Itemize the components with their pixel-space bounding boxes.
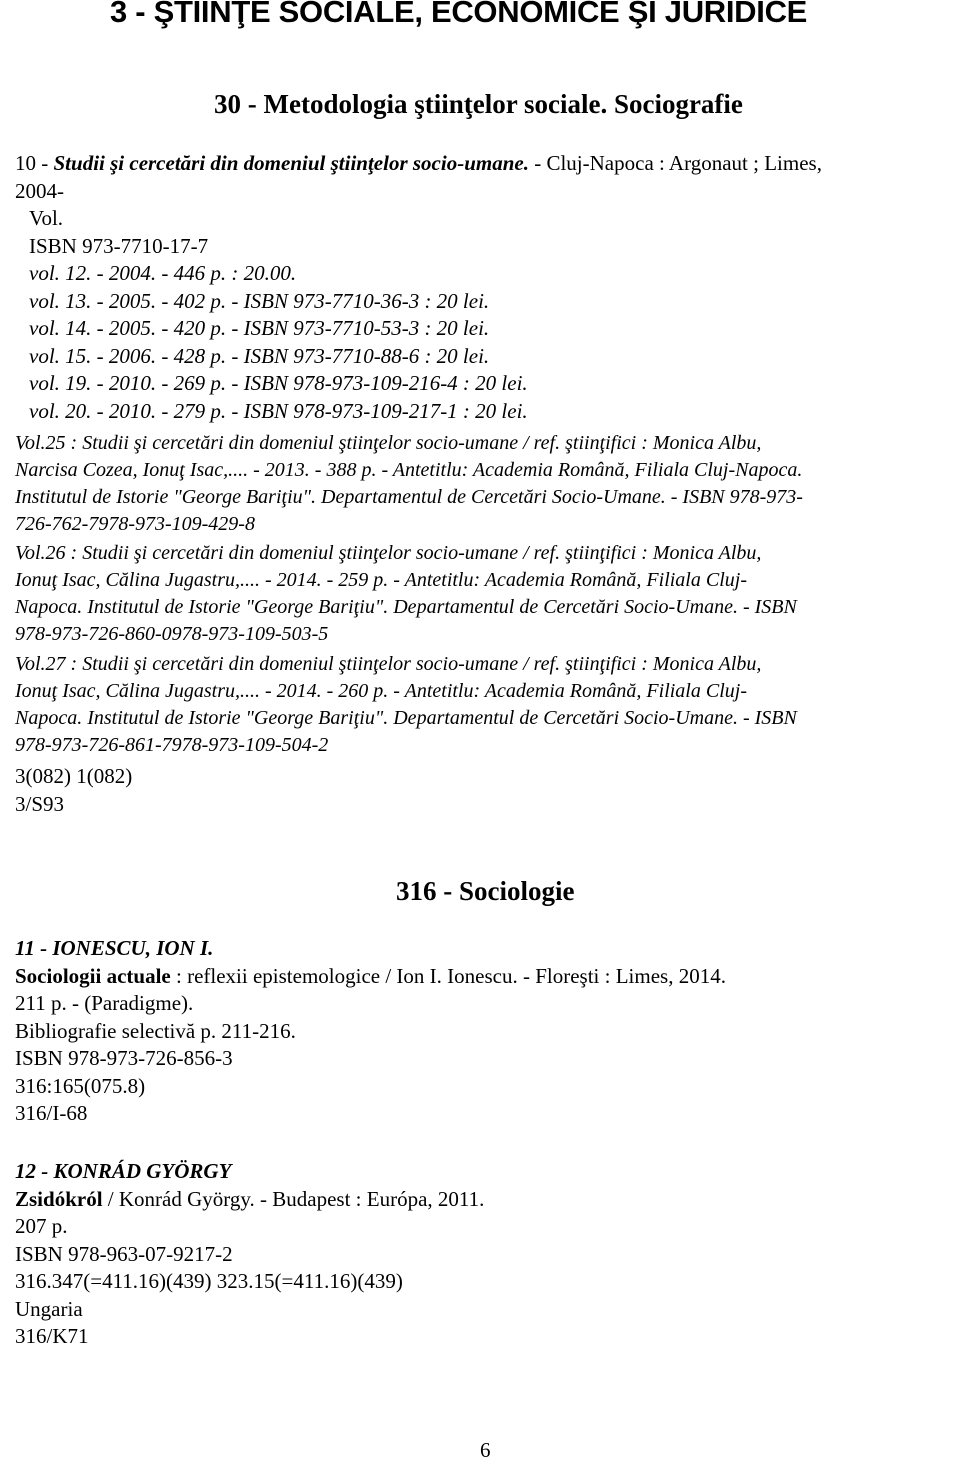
record-line: Ionuţ Isac, Călina Jugastru,.... - 2014. - 259 p. - Antetitlu: Academia Română, Filiala Cluj- bbox=[15, 569, 747, 591]
entry-10-isbn: ISBN 973-7710-17-7 bbox=[29, 233, 209, 258]
entry-12-line: 207 p. bbox=[15, 1214, 68, 1238]
entry-11-heading: 11 - IONESCU, ION I. bbox=[15, 936, 214, 960]
volume-line: vol. 19. - 2010. - 269 p. - ISBN 978-973-109-216-4 : 20 lei. bbox=[29, 371, 528, 395]
record-line: Vol.27 : Studii şi cercetări din domeniul ştiinţelor socio-umane / ref. ştiinţifici : Monica Albu, bbox=[15, 653, 762, 675]
record-line: Napoca. Institutul de Istorie "George Bariţiu". Departamentul de Cercetări Socio-Umane. - ISBN bbox=[15, 707, 797, 729]
entry-10-vol-label: Vol. bbox=[29, 206, 64, 230]
volume-line: vol. 15. - 2006. - 428 p. - ISBN 973-7710-88-6 : 20 lei. bbox=[29, 343, 490, 368]
entry-10-year: 2004- bbox=[15, 178, 64, 203]
classification: 3(082) 1(082) bbox=[15, 764, 133, 788]
entry-11-line: 211 p. - (Paradigme). bbox=[15, 991, 194, 1015]
shelfmark: 3/S93 bbox=[15, 791, 65, 816]
page-number: 6 bbox=[480, 1438, 491, 1462]
record-line: 978-973-726-861-7978-973-109-504-2 bbox=[15, 734, 329, 756]
entry-11 bbox=[15, 935, 726, 1128]
section-30-heading: 30 - Metodologia ştiinţelor sociale. Sociografie bbox=[214, 89, 743, 119]
chapter-title: 3 - ŞTIINŢE SOCIALE, ECONOMICE ŞI JURIDICE bbox=[110, 0, 808, 29]
volume-26-record bbox=[15, 540, 797, 648]
entry-10-classification-block bbox=[15, 763, 132, 818]
volume-25-record bbox=[15, 430, 803, 538]
record-line: 726-762-7978-973-109-429-8 bbox=[15, 513, 255, 535]
entry-10-imprint: - Cluj-Napoca : Argonaut ; Limes, bbox=[534, 151, 822, 175]
record-line: Ionuţ Isac, Călina Jugastru,.... - 2014. - 260 p. - Antetitlu: Academia Română, Filiala Cluj- bbox=[15, 680, 747, 702]
entry-12-title: Zsidókról bbox=[15, 1186, 103, 1211]
entry-11-line: ISBN 978-973-726-856-3 bbox=[15, 1046, 233, 1070]
volume-line: vol. 20. - 2010. - 279 p. - ISBN 978-973-109-217-1 : 20 lei. bbox=[29, 398, 528, 423]
entry-12-title-rest: / Konrád György. - Budapest : Európa, 2011. bbox=[102, 1186, 485, 1211]
volume-27-record bbox=[15, 651, 797, 759]
entry-12-line: Ungaria bbox=[15, 1296, 83, 1321]
entry-12-line: ISBN 978-963-07-9217-2 bbox=[15, 1241, 233, 1266]
entry-12-line: 316.347(=411.16)(439) 323.15(=411.16)(439) bbox=[15, 1269, 403, 1293]
volume-line: vol. 12. - 2004. - 446 p. : 20.00. bbox=[29, 261, 297, 285]
entry-12 bbox=[15, 1158, 484, 1351]
entry-11-line: 316/I-68 bbox=[15, 1101, 88, 1125]
entry-12-heading: 12 - KONRÁD GYÖRGY bbox=[15, 1159, 232, 1183]
record-line: Napoca. Institutul de Istorie "George Bariţiu". Departamentul de Cercetări Socio-Umane. - ISBN bbox=[15, 596, 797, 618]
record-line: Vol.26 : Studii şi cercetări din domeniul ştiinţelor socio-umane / ref. ştiinţifici : Monica Albu, bbox=[15, 542, 762, 564]
entry-10 bbox=[15, 150, 822, 425]
section-316-heading: 316 - Sociologie bbox=[396, 876, 575, 906]
entry-10-number: 10 - bbox=[15, 151, 49, 175]
volume-line: vol. 14. - 2005. - 420 p. - ISBN 973-7710-53-3 : 20 lei. bbox=[29, 316, 490, 340]
entry-10-title: Studii şi cercetări din domeniul ştiinţelor socio-umane. bbox=[53, 151, 529, 175]
record-line: 978-973-726-860-0978-973-109-503-5 bbox=[15, 623, 329, 645]
entry-12-title-line bbox=[15, 1186, 484, 1214]
record-line: Institutul de Istorie "George Bariţiu". Departamentul de Cercetări Socio-Umane. - ISBN 978-973- bbox=[15, 486, 803, 508]
entry-11-title: Sociologii actuale bbox=[15, 963, 171, 988]
record-line: Narcisa Cozea, Ionuţ Isac,.... - 2013. - 388 p. - Antetitlu: Academia Română, Filiala Cluj-Napoca. bbox=[15, 459, 803, 481]
entry-11-title-rest: : reflexii epistemologice / Ion I. Ionescu. - Floreşti : Limes, 2014. bbox=[170, 963, 726, 988]
entry-10-first-line bbox=[15, 150, 822, 178]
entry-11-title-line bbox=[15, 963, 726, 991]
volume-line: vol. 13. - 2005. - 402 p. - ISBN 973-7710-36-3 : 20 lei. bbox=[29, 288, 490, 313]
record-line: Vol.25 : Studii şi cercetări din domeniul ştiinţelor socio-umane / ref. ştiinţifici : Monica Albu, bbox=[15, 432, 762, 454]
entry-12-line: 316/K71 bbox=[15, 1324, 89, 1348]
entry-11-line: Bibliografie selectivă p. 211-216. bbox=[15, 1018, 296, 1043]
entry-11-line: 316:165(075.8) bbox=[15, 1073, 146, 1098]
